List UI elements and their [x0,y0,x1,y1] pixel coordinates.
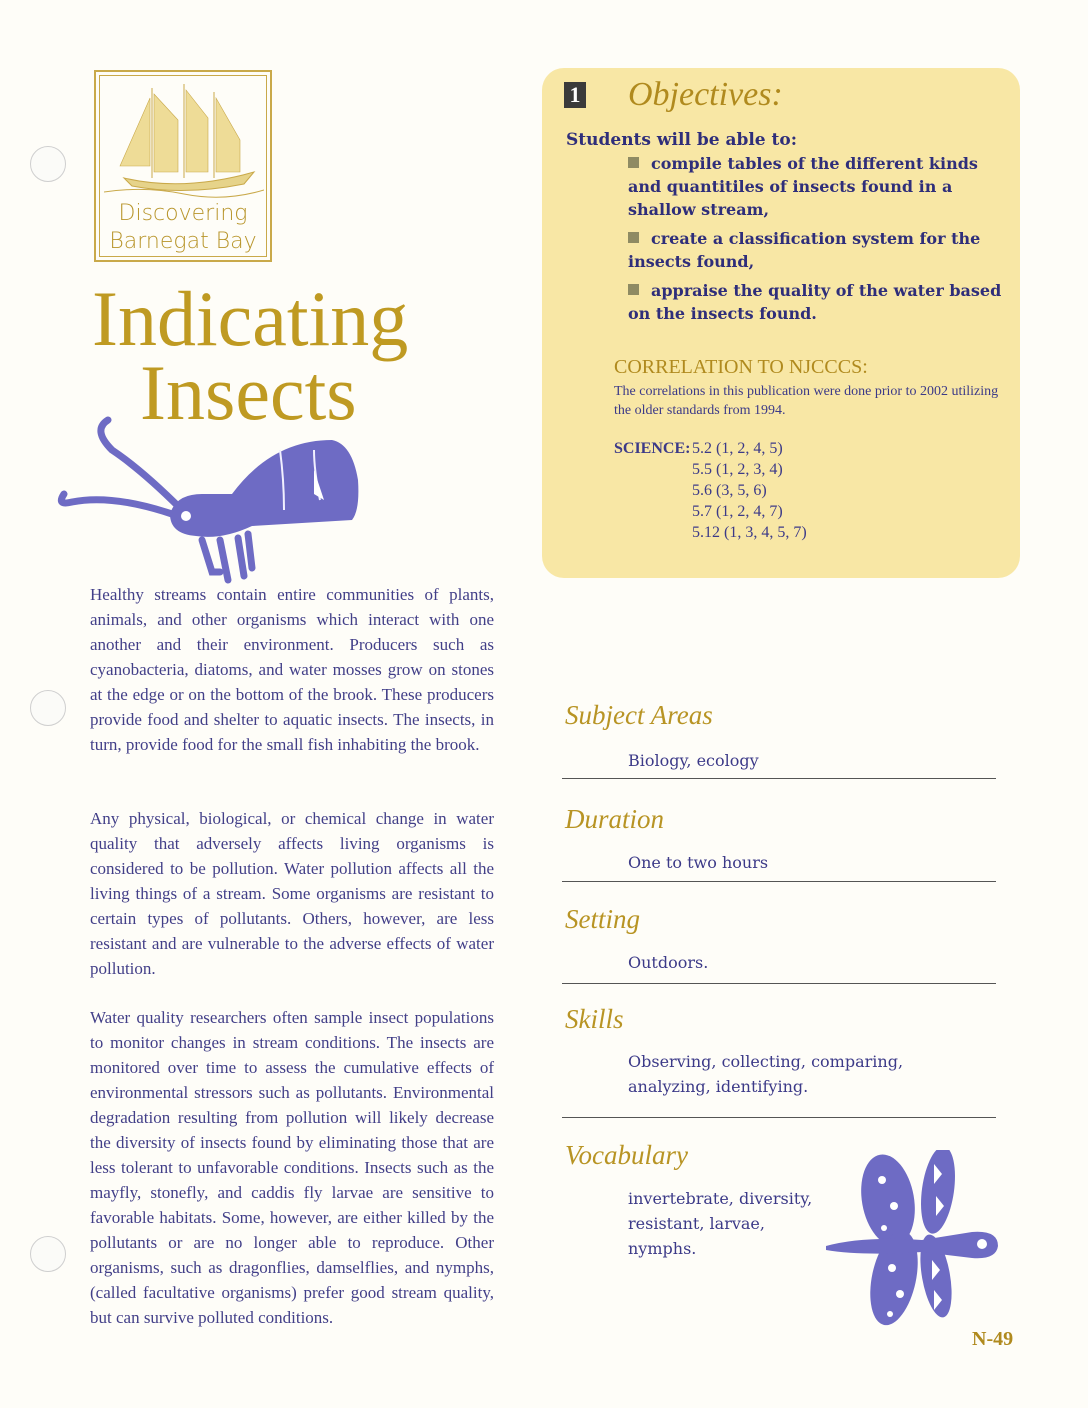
objectives-lead: Students will be able to: [566,130,798,150]
objective-item: appraise the quality of the water based on the insects found. [628,281,1002,323]
science-value: 5.7 (1, 2, 4, 7) [692,503,783,520]
page-title [92,275,409,436]
objectives-box [542,68,1020,578]
divider [562,778,996,779]
logo-line-1: Discovering [118,201,248,226]
science-value: 5.5 (1, 2, 3, 4) [692,461,783,478]
objectives-list [628,152,1008,331]
objective-item: compile tables of the different kinds and quantitiles of insects found in a shallow stream, [628,154,978,219]
intro-paragraph-2: Any physical, biological, or chemical change in water quality that adversely affects living organisms is considered to be pollution. Water pollution affects all the living things of a stream. Some organisms are resistant to certain types of pollutants. Others, however, are less resistant and are vulnerable to the adverse effects of water pollution. [90,809,494,978]
objective-item: create a classification system for the insects found, [628,229,981,271]
setting-heading: Setting [565,904,640,934]
discovering-barnegat-bay-logo [94,70,272,262]
page-number: N-49 [972,1328,1014,1350]
subject-areas-heading: Subject Areas [565,700,713,730]
divider [562,1117,996,1118]
correlation-heading: CORRELATION TO NJCCCS: [614,356,868,378]
intro-paragraph-3: Water quality researchers often sample insect populations to monitor changes in stream conditions. The insects are monitored over time to assess the cumulative effects of environmental stressors such as pollutants. Environmental degradation resulting from pollution will likely decrease the diversity of insects found by eliminating those that are less tolerant to unfavorable conditions. Insects such as the mayfly, stonefly, and caddis fly larvae are sensitive to favorable habitats. Some, however, are either killed by the pollutants or are no longer able to reproduce. Other organisms, such as dragonflies, damselflies, and nymphs, (called facultative organisms) prefer good stream quality, but can survive polluted conditions. [90,1008,494,1327]
title-line-1: Indicating [92,275,409,362]
beetle-icon [52,410,412,590]
setting-body: Outdoors. [628,953,709,972]
science-standards [614,438,807,541]
correlation-text: The correlations in this publication were done prior to 2002 utilizing the older standards from 1994. [614,384,999,418]
vocabulary-body: invertebrate, diversity, resistant, larvae, nymphs. [628,1189,813,1258]
divider [562,983,996,984]
square-bullet-icon [628,232,639,243]
objectives-title: Objectives: [628,76,783,113]
logo-line-2: Barnegat Bay [109,229,257,254]
science-label: SCIENCE: [614,440,691,457]
divider [562,881,996,882]
science-value: 5.6 (3, 5, 6) [692,482,767,499]
science-value: 5.2 (1, 2, 4, 5) [692,440,783,457]
intro-paragraph-1: Healthy streams contain entire communities of plants, animals, and other organisms which interact with one another and their environment. Producers such as cyanobacteria, diatoms, and water mosses grow on stones at the edge or on the bottom of the brook. These producers provide food and shelter to aquatic insects. The insects, in turn, provide food for the small fish inhabiting the brook. [90,585,494,754]
binder-hole-top [30,146,66,182]
schooner-icon [104,80,264,200]
duration-heading: Duration [565,804,665,834]
title-line-2: Insects [140,349,357,436]
subject-areas-body: Biology, ecology [628,751,759,770]
square-bullet-icon [628,157,639,168]
science-value: 5.12 (1, 3, 4, 5, 7) [692,524,807,541]
square-bullet-icon [628,284,639,295]
duration-body: One to two hours [628,853,769,872]
skills-body: Observing, collecting, comparing, analyzing, identifying. [628,1052,904,1096]
binder-hole-bottom [30,1236,66,1272]
dragonfly-icon [822,1150,1008,1336]
binder-hole-middle [30,690,66,726]
objectives-number: 1 [564,82,586,108]
skills-heading: Skills [565,1004,624,1034]
vocabulary-heading: Vocabulary [565,1140,688,1170]
